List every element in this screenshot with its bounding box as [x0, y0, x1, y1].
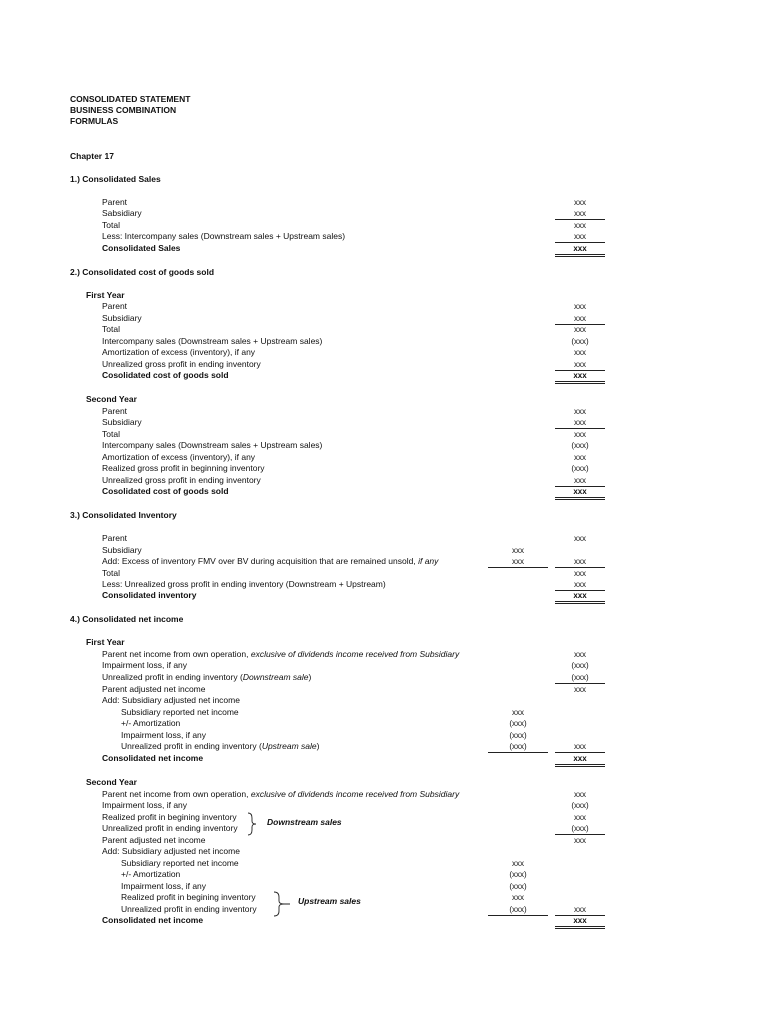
s3-label: Parent	[102, 533, 128, 543]
chapter-title: Chapter 17	[70, 151, 114, 161]
s4-sy-mid: (xxx)	[509, 870, 527, 879]
section-3-title: 3.) Consolidated Inventory	[70, 510, 177, 520]
section-4-title: 4.) Consolidated net income	[70, 614, 184, 624]
s3-value: xxx	[574, 557, 586, 566]
s4-sy-label: Unrealized profit in ending inventory	[102, 823, 238, 833]
s4-sy-label: Realized profit in begining inventory	[102, 812, 237, 822]
header-line-1: CONSOLIDATED STATEMENT	[70, 94, 191, 104]
s2-sy-total-label: Cosolidated cost of goods sold	[102, 486, 229, 496]
s2-sy-value: xxx	[574, 476, 586, 485]
s3-value: xxx	[574, 569, 586, 578]
s1-row-label: Sabsidiary	[102, 208, 142, 218]
s1-row-value: xxx	[574, 198, 586, 207]
s4-fy-label: Impairment loss, if any	[102, 660, 188, 670]
s2-sy-label: Subsidiary	[102, 417, 142, 427]
s4-fy-sub-label: Impairment loss, if any	[121, 730, 207, 740]
s2-sy-label: Total	[102, 429, 120, 439]
s1-row-value: xxx	[574, 232, 586, 241]
s2-fy-value: xxx	[574, 302, 586, 311]
s4-sy-value: xxx	[574, 836, 586, 845]
s3-mid-value: xxx	[512, 546, 524, 555]
s4-fy-mid: xxx	[512, 708, 524, 717]
s2-fy-value: xxx	[574, 348, 586, 357]
s4-fy-sub-label: Subsidiary reported net income	[121, 707, 239, 717]
s4-fy-mid: (xxx)	[509, 731, 527, 740]
s4-sy-value: xxx	[574, 813, 586, 822]
s2-sy-value: (xxx)	[571, 441, 589, 450]
s3-label: Subsidiary	[102, 545, 142, 555]
s2-sy-value: xxx	[574, 453, 586, 462]
s1-row-value: xxx	[574, 209, 586, 218]
section-1-title: 1.) Consolidated Sales	[70, 174, 161, 184]
s2-fy-total-value: xxx	[573, 371, 587, 380]
s2-fy-label: Total	[102, 324, 120, 334]
s3-label-add: Add: Excess of inventory FMV over BV during acquisition that are remained unsold, if any	[102, 556, 439, 566]
s3-total-label: Consolidated inventory	[102, 590, 197, 600]
s2-fy-label: Unrealized gross profit in ending inventory	[102, 359, 261, 369]
double-underline	[555, 926, 605, 929]
s3-value: xxx	[574, 534, 586, 543]
s4-sy-sub-label: Realized profit in begining inventory	[121, 892, 256, 902]
s4-fy-value: (xxx)	[571, 673, 589, 682]
s4-sy-value: (xxx)	[571, 801, 589, 810]
s4-sy-sub-label: Unrealized profit in ending inventory	[121, 904, 257, 914]
section-2-title: 2.) Consolidated cost of goods sold	[70, 267, 215, 277]
s4-fy-sub-label: +/- Amortization	[121, 718, 181, 728]
s4-fy-unrealized-down: Unrealized profit in ending inventory (Downstream sale)	[102, 672, 312, 682]
s2-sy-value: xxx	[574, 418, 586, 427]
s4-fy-total-label: Consolidated net income	[102, 753, 204, 763]
header-line-2: BUSINESS COMBINATION	[70, 105, 177, 115]
s2-sy-value: xxx	[574, 407, 586, 416]
s4-sy-value: xxx	[574, 790, 586, 799]
s4-sy-label: Impairment loss, if any	[102, 800, 188, 810]
s4-sy-mid: xxx	[512, 859, 524, 868]
header-line-3: FORMULAS	[70, 116, 119, 126]
s4-fy-label: Add: Subsidiary adjusted net income	[102, 695, 240, 705]
s4-fy-unrealized-up: Unrealized profit in ending inventory (Upstream sale)	[121, 741, 320, 751]
s2-fy-value: xxx	[574, 314, 586, 323]
s4-sy-sub-label: Subsidiary reported net income	[121, 858, 239, 868]
s4-sy-mid: (xxx)	[509, 882, 527, 891]
s4-fy-total-value: xxx	[573, 754, 587, 763]
s2-fy-value: (xxx)	[571, 337, 589, 346]
s1-row-value: xxx	[574, 221, 586, 230]
s4-sy-parent-ni: Parent net income from own operation, exclusive of dividends income received from Subsidiary	[102, 789, 460, 799]
s2-sy-label: Intercompany sales (Downstream sales + Upstream sales)	[102, 440, 323, 450]
s4-sy-value: xxx	[574, 905, 586, 914]
s4-sy-mid: xxx	[512, 893, 524, 902]
double-underline	[555, 381, 605, 384]
underline	[488, 752, 548, 753]
s1-total-label: Consolidated Sales	[102, 243, 181, 253]
s2-sy-total-value: xxx	[573, 487, 587, 496]
s2-fy-total-label: Cosolidated cost of goods sold	[102, 370, 229, 380]
s4-sy-value: (xxx)	[571, 824, 589, 833]
double-underline	[555, 497, 605, 500]
s4-second-year: Second Year	[86, 777, 137, 787]
s2-fy-label: Subsidiary	[102, 313, 142, 323]
s2-fy-value: xxx	[574, 325, 586, 334]
s1-total-value: xxx	[573, 244, 587, 253]
s4-sy-label: Add: Subsidiary adjusted net income	[102, 846, 240, 856]
double-underline	[555, 254, 605, 257]
s2-sy-label: Parent	[102, 406, 128, 416]
s2-sy-label: Unrealized gross profit in ending inventory	[102, 475, 261, 485]
s3-label: Less: Unrealized gross profit in ending inventory (Downstream + Upstream)	[102, 579, 386, 589]
s4-sy-mid: (xxx)	[509, 905, 527, 914]
s4-fy-mid: (xxx)	[509, 719, 527, 728]
s4-fy-parent-ni: Parent net income from own operation, exclusive of dividends income received from Subsidiary	[102, 649, 460, 659]
s4-sy-total-value: xxx	[573, 916, 587, 925]
s2-fy-label: Parent	[102, 301, 128, 311]
s2-sy-label: Realized gross profit in beginning inventory	[102, 463, 265, 473]
s2-sy-value: xxx	[574, 430, 586, 439]
s2-first-year: First Year	[86, 290, 125, 300]
double-underline	[555, 764, 605, 767]
s1-row-label: Parent	[102, 197, 128, 207]
s4-fy-label: Parent adjusted net income	[102, 684, 206, 694]
upstream-brace-icon	[272, 891, 292, 917]
s3-label: Total	[102, 568, 120, 578]
s2-second-year: Second Year	[86, 394, 137, 404]
s4-sy-label: Parent adjusted net income	[102, 835, 206, 845]
underline	[488, 915, 548, 916]
s4-fy-value: xxx	[574, 742, 586, 751]
double-underline	[555, 601, 605, 604]
downstream-sales-label: Downstream sales	[267, 817, 342, 827]
s3-mid-value: xxx	[512, 557, 524, 566]
s1-row-label: Less: Intercompany sales (Downstream sales + Upstream sales)	[102, 231, 346, 241]
s4-fy-value: xxx	[574, 685, 586, 694]
s3-value: xxx	[574, 580, 586, 589]
underline	[488, 567, 548, 568]
s4-fy-value: (xxx)	[571, 661, 589, 670]
upstream-sales-label: Upstream sales	[298, 896, 361, 906]
s2-sy-value: (xxx)	[571, 464, 589, 473]
s1-row-label: Total	[102, 220, 120, 230]
s4-first-year: First Year	[86, 637, 125, 647]
s4-fy-mid: (xxx)	[509, 742, 527, 751]
s3-total-value: xxx	[573, 591, 587, 600]
s4-sy-total-label: Consolidated net income	[102, 915, 204, 925]
s4-fy-value: xxx	[574, 650, 586, 659]
s2-fy-value: xxx	[574, 360, 586, 369]
s2-fy-label: Intercompany sales (Downstream sales + Upstream sales)	[102, 336, 323, 346]
s4-sy-sub-label: Impairment loss, if any	[121, 881, 207, 891]
s4-sy-sub-label: +/- Amortization	[121, 869, 181, 879]
s2-sy-label: Amortization of excess (inventory), if any	[102, 452, 256, 462]
downstream-brace-icon	[246, 812, 262, 836]
s2-fy-label: Amortization of excess (inventory), if any	[102, 347, 256, 357]
